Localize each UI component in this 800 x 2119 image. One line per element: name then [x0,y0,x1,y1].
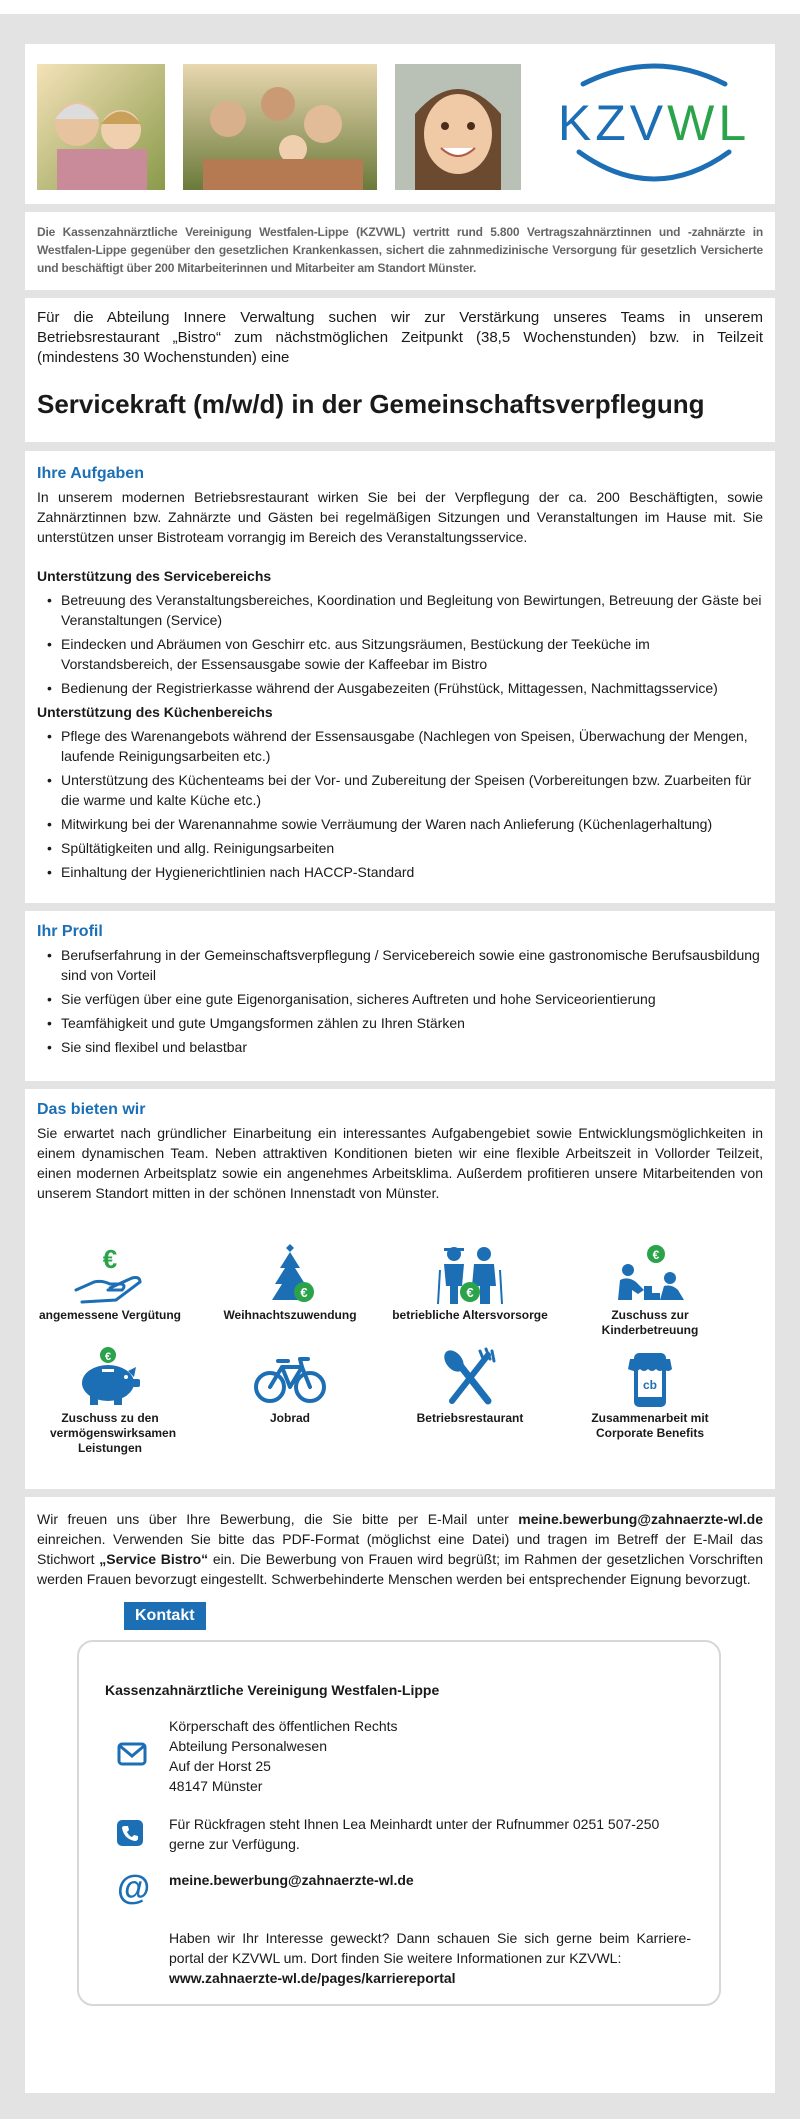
family-photo-grandparent-child [37,64,165,190]
bewerbung-text-2: einreichen. Verwenden Sie bitte das PDF-Format (möglichst eine Datei) und tragen im Betreff der E-Mail das Stichwort [37,1531,763,1567]
list-item: • Teamfähigkeit und gute Umgangsformen zählen zu Ihren Stärken [37,1013,763,1033]
list-item: • Mitwirkung bei der Warenannahme sowie Verräumung der Waren nach Anlieferung (Küchenlagerhaltung) [37,814,763,834]
benefit-vwl [25,1347,195,1456]
aufgaben-panel [25,451,775,903]
benefit-label: Betriebsrestaurant [416,1411,524,1425]
hand-euro-icon [70,1244,150,1306]
cutlery-icon [430,1347,510,1409]
list-item: • Sie sind flexibel und belastbar [37,1037,763,1057]
list-item: • Sie verfügen über eine gute Eigenorganisation, sicheres Auftreten und hohe Serviceorientierung [37,989,763,1009]
aufgaben-heading: Ihre Aufgaben [37,465,144,482]
benefit-label: Zuschuss zur Kinderbetreuung [601,1308,699,1337]
svg-text:€: € [102,1244,118,1274]
service-heading: Unterstützung des Servicebereichs [37,568,272,584]
header-panel [25,44,775,204]
contact-email[interactable]: meine.bewerbung@zahnaerzte-wl.de [169,1872,414,1888]
intro-text: Die Kassenzahnärztliche Vereinigung Westfalen-Lippe (KZVWL) vertritt rund 5.800 Vertragszahnärztinnen und -zahnärzte in Westfalen-Lippe gegenüber den gesetzlichen Krankenkassen, sichert die zahnmedizinische Versorgung für gesetzlich Versicherte und beschäftigt über 200 Mitarbeiterinnen und Mitarbeiter am Standort Münster. [37,225,763,275]
address-line: Abteilung Personalwesen [169,1738,327,1754]
address-line: Körperschaft des öffentlichen Rechts [169,1718,398,1734]
logo-text-kzv: KZV [557,95,668,151]
benefit-label: Weihnachtszuwendung [223,1308,357,1322]
portal-text: Haben wir Ihr Interesse geweckt? Dann schauen Sie sich gerne beim Karriere-portal der KZVWL um. Dort finden Sie weitere Informationen zur KZVWL: [169,1930,691,1966]
list-item: • Berufserfahrung in der Gemeinschaftsverpflegung / Servicebereich sowie eine gastronomische Berufsausbildung sind von Vorteil [37,945,763,985]
job-lead: Für die Abteilung Innere Verwaltung suchen wir zur Verstärkung unseres Teams in unserem Betriebsrestaurant „Bistro“ zum nächstmöglichen Zeitpunkt (38,5 Wochenstunden) bzw. in Teilzeit (mindestens 30 Wochenstunden) eine [37,309,763,366]
childcare-icon [610,1244,690,1306]
svg-text:€: € [466,1285,474,1300]
bewerbung-keyword: „Service Bistro“ [99,1551,209,1567]
kontakt-button[interactable]: Kontakt [124,1602,206,1630]
list-item: • Betreuung des Veranstaltungsbereiches, Koordination und Begleitung von Bewirtungen, Betreuung der Gäste bei Veranstaltungen (Service) [37,590,763,630]
benefit-label: angemessene Vergütung [38,1308,182,1322]
angebot-heading: Das bieten wir [37,1101,146,1118]
benefit-label: Zuschuss zu den vermögenswirksamen Leistungen [50,1411,177,1455]
bewerbung-email[interactable]: meine.bewerbung@zahnaerzte-wl.de [518,1511,763,1527]
angebot-text: Sie erwartet nach gründlicher Einarbeitung ein interessantes Aufgabengebiet sowie Entwicklungsmöglichkeiten in einem dynamischen Team. Neben attraktiven Konditionen bieten wir eine flexible Arbeitszeit in Vollorder Teilzeit, einen modernen Arbeitsplatz sowie ein angenehmes Arbeitsklima. Außerdem profitieren unsere Mitarbeitenden von unserem Standort mitten in der schönen Innenstadt von Münster. [37,1125,763,1201]
svg-text:€: € [104,1351,112,1363]
job-panel [25,298,775,442]
list-item: • Pflege des Warenangebots während der Essensausgabe (Nachlegen von Speisen, Überwachung der Mengen, laufende Reinigungsarbeiten etc.) [37,726,763,766]
contact-phone: Für Rückfragen steht Ihnen Lea Meinhardt unter der Rufnummer 0251 507-250 gerne zur Verfügung. [169,1816,660,1852]
benefit-label: Zusammenarbeit mit Corporate Benefits [591,1411,709,1440]
benefit-verguetung [25,1244,195,1323]
address-line: Auf der Horst 25 [169,1758,271,1774]
christmas-tree-icon [250,1244,330,1306]
aufgaben-text: In unserem modernen Betriebsrestaurant wirken Sie bei der Verpflegung der ca. 200 Beschäftigten, sowie Zahnärztinnen bzw. Zahnärzte und Gästen bei regelmäßigen Sitzungen und Veranstaltungen im Hause mit. Sie unterstützen unser Bistroteam vorrangig im Bereich des Veranstaltungsservice. [37,489,763,545]
contact-org: Kassenzahnärztliche Vereinigung Westfalen-Lippe [105,1682,440,1698]
benefit-label: Jobrad [269,1411,310,1425]
profil-heading: Ihr Profil [37,923,103,940]
benefit-restaurant [385,1347,555,1426]
benefit-corporate [565,1347,735,1441]
family-photo-group [183,64,377,190]
bewerbung-text-1: Wir freuen uns über Ihre Bewerbung, die Sie bitte per E-Mail unter [37,1511,519,1527]
benefit-jobrad [205,1347,375,1426]
list-item: • Bedienung der Registrierkasse während der Ausgabezeiten (Frühstück, Mittagessen, Nachmittagsservice) [37,678,763,698]
portal-link[interactable]: www.zahnaerzte-wl.de/pages/karriereportal [169,1970,456,1986]
address-line: 48147 Münster [169,1778,263,1794]
job-title: Servicekraft (m/w/d) in der Gemeinschaftsverpflegung [37,389,705,419]
piggy-bank-icon [70,1347,150,1409]
list-item: • Unterstützung des Küchenteams bei der Vor- und Zubereitung der Speisen (Vorbereitungen bzw. Zuarbeiten für die warme und kalte Küche etc.) [37,770,763,810]
bewerbung-text [37,1509,763,1589]
list-item: • Einhaltung der Hygienerichtlinien nach HACCP-Standard [37,862,763,882]
kitchen-heading: Unterstützung des Küchenbereichs [37,704,273,720]
benefit-weihnachten [205,1244,375,1323]
svg-text:cb: cb [642,1378,658,1392]
intro-panel [25,212,775,290]
smartphone-shop-icon [610,1347,690,1409]
kzvwl-logo [543,56,765,196]
contact-address [169,1716,398,1796]
list-item: • Eindecken und Abräumen von Geschirr etc. aus Sitzungsräumen, Bestückung der Teeküche im Vorstandsbereich, der Essensausgabe sowie der Kaffeebar im Bistro [37,634,763,674]
profil-panel [25,911,775,1081]
svg-text:€: € [300,1285,308,1300]
angebot-panel [25,1089,775,1489]
benefit-label: betriebliche Altersvorsorge [392,1308,548,1322]
at-icon: @ [117,1869,151,1907]
svg-text:€: € [652,1248,660,1262]
profil-list [37,945,763,1057]
bicycle-icon [250,1347,330,1409]
phone-icon [117,1820,143,1846]
child-portrait-photo [395,64,521,190]
contact-card [77,1640,721,2006]
elderly-couple-icon [430,1244,510,1306]
service-list [37,590,763,698]
kitchen-list [37,726,763,882]
bewerbung-text-3: ein. Die Bewerbung von Frauen wird begrüßt; im Rahmen der gesetzlichen Vorschriften werden Frauen bevorzugt eingestellt. Schwerbehinderte Menschen werden bei entsprechender Eignung bevorzugt. [37,1551,763,1587]
logo-text-wl: WL [667,95,751,151]
mail-icon [117,1742,147,1766]
list-item: • Spültätigkeiten und allg. Reinigungsarbeiten [37,838,763,858]
benefit-altersvorsorge [385,1244,555,1323]
benefit-kinderbetreuung [565,1244,735,1338]
